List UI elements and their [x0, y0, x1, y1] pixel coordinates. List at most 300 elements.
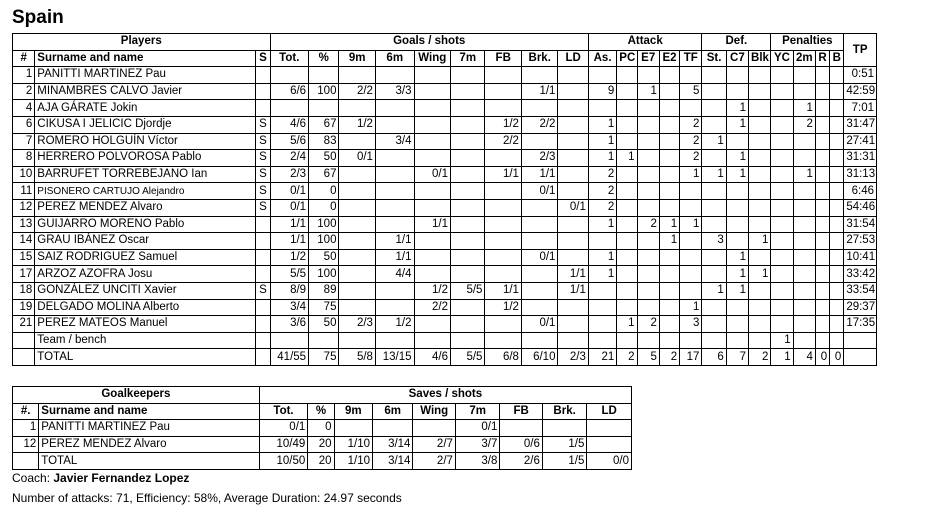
player-cell: [749, 332, 771, 349]
player-cell: 1: [588, 150, 616, 167]
player-cell: [521, 216, 558, 233]
player-cell: 1: [726, 166, 748, 183]
player-cell: [749, 116, 771, 133]
player-cell: 2/3: [558, 349, 588, 366]
player-row: [13, 266, 877, 283]
player-cell: 2: [793, 116, 815, 133]
player-cell: 100: [309, 266, 339, 283]
player-cell: [309, 100, 339, 117]
player-cell: [749, 199, 771, 216]
player-cell: 2: [637, 316, 659, 333]
player-cell: [659, 299, 679, 316]
player-cell: 2: [680, 150, 702, 167]
player-cell: 1: [749, 233, 771, 250]
player-cell: [830, 83, 844, 100]
player-cell: [414, 332, 451, 349]
player-cell: 2: [588, 166, 616, 183]
player-cell: 1/1: [375, 249, 414, 266]
def-group-header: Def.: [702, 34, 771, 51]
player-cell: [451, 216, 485, 233]
player-row: [13, 349, 877, 366]
player-cell: [702, 199, 726, 216]
player-cell: [793, 183, 815, 200]
player-cell: 0/1: [558, 199, 588, 216]
player-cell: [375, 183, 414, 200]
player-cell: [702, 266, 726, 283]
gk-group-header-row: [13, 387, 632, 404]
player-cell: 0/1: [521, 316, 558, 333]
gk-row: [13, 436, 632, 453]
player-cell: [815, 83, 829, 100]
player-cell: S: [256, 166, 270, 183]
player-name-cell: SAIZ RODRIGUEZ Samuel: [35, 249, 256, 266]
player-col-header: E7: [637, 50, 659, 67]
player-cell: [309, 67, 339, 84]
player-name-cell: HERRERO POLVOROSA Pablo: [35, 150, 256, 167]
player-cell: [375, 100, 414, 117]
player-cell: [451, 166, 485, 183]
player-cell: [339, 266, 376, 283]
player-cell: [339, 299, 376, 316]
player-name-cell: GONZÁLEZ UNCITI Xavier: [35, 282, 256, 299]
player-cell: 15: [13, 249, 35, 266]
player-cell: [844, 332, 877, 349]
player-name-cell: MINAMBRES CALVO Javier: [35, 83, 256, 100]
player-cell: 0: [309, 199, 339, 216]
gk-cell: 0/6: [500, 436, 542, 453]
player-cell: [637, 199, 659, 216]
player-cell: [659, 116, 679, 133]
player-cell: [659, 100, 679, 117]
player-cell: 31:31: [844, 150, 877, 167]
player-cell: [830, 199, 844, 216]
player-cell: [637, 150, 659, 167]
player-cell: 2/2: [339, 83, 376, 100]
player-cell: [485, 100, 522, 117]
player-cell: [617, 199, 637, 216]
player-cell: [815, 67, 829, 84]
player-cell: [815, 316, 829, 333]
player-cell: [659, 183, 679, 200]
gk-cell: [334, 420, 372, 437]
player-cell: [617, 83, 637, 100]
player-cell: 2: [588, 199, 616, 216]
player-cell: [815, 332, 829, 349]
player-cell: [558, 133, 588, 150]
player-cell: [521, 332, 558, 349]
player-cell: 6:46: [844, 183, 877, 200]
player-cell: [637, 67, 659, 84]
players-stats-table: [12, 33, 877, 366]
player-name-cell: Team / bench: [35, 332, 256, 349]
player-cell: [830, 332, 844, 349]
player-cell: 50: [309, 249, 339, 266]
player-col-header: 9m: [339, 50, 376, 67]
player-cell: [13, 332, 35, 349]
player-cell: 1: [680, 216, 702, 233]
player-cell: 3/4: [270, 299, 309, 316]
player-cell: [702, 183, 726, 200]
player-cell: [771, 166, 793, 183]
player-cell: [659, 150, 679, 167]
attacks-summary: Number of attacks: 71, Efficiency: 58%, Average Duration: 24.97 seconds: [12, 491, 402, 505]
player-name-cell: CIKUSA I JELICIC Djordje: [35, 116, 256, 133]
player-cell: [815, 133, 829, 150]
coach-label: Coach:: [12, 471, 51, 485]
player-cell: 67: [309, 166, 339, 183]
player-cell: [726, 216, 748, 233]
player-cell: [339, 67, 376, 84]
tp-header: TP: [844, 34, 877, 67]
player-cell: [256, 249, 270, 266]
player-cell: [558, 299, 588, 316]
gk-cell: 0/1: [259, 420, 308, 437]
gk-col-header: Wing: [413, 403, 455, 420]
player-cell: 75: [309, 349, 339, 366]
player-cell: [749, 133, 771, 150]
player-cell: 41/55: [270, 349, 309, 366]
player-col-header: 7m: [451, 50, 485, 67]
player-col-header: 6m: [375, 50, 414, 67]
player-cell: 1/1: [521, 83, 558, 100]
player-cell: 7: [13, 133, 35, 150]
player-cell: 19: [13, 299, 35, 316]
player-cell: [749, 67, 771, 84]
player-cell: [702, 332, 726, 349]
player-cell: [637, 249, 659, 266]
player-cell: [793, 150, 815, 167]
player-cell: [451, 116, 485, 133]
player-cell: [617, 100, 637, 117]
gk-cell: 3/7: [455, 436, 499, 453]
player-cell: [414, 183, 451, 200]
player-row: [13, 332, 877, 349]
player-cell: [558, 67, 588, 84]
player-cell: 1: [13, 67, 35, 84]
player-cell: 3/3: [375, 83, 414, 100]
player-cell: [702, 100, 726, 117]
player-cell: [485, 199, 522, 216]
player-cell: [793, 67, 815, 84]
player-cell: [771, 282, 793, 299]
player-row: [13, 199, 877, 216]
player-cell: [375, 216, 414, 233]
player-cell: [749, 316, 771, 333]
player-cell: [485, 83, 522, 100]
player-cell: [680, 183, 702, 200]
player-cell: [339, 216, 376, 233]
gk-cell: [587, 420, 632, 437]
coach-name: Javier Fernandez Lopez: [53, 471, 190, 485]
goalkeepers-stats-table: [12, 386, 632, 470]
player-cell: [830, 299, 844, 316]
player-name-cell: PISONERO CARTUJO Alejandro: [35, 183, 256, 200]
player-cell: 4: [13, 100, 35, 117]
player-name-cell: DELGADO MOLINA Alberto: [35, 299, 256, 316]
player-row: [13, 100, 877, 117]
player-cell: 6/6: [270, 83, 309, 100]
gk-cell: 12: [13, 436, 39, 453]
gk-col-header: 9m: [334, 403, 372, 420]
player-cell: [414, 100, 451, 117]
player-cell: [815, 233, 829, 250]
player-cell: [793, 83, 815, 100]
gk-cell: 3/14: [373, 436, 413, 453]
player-name-cell: AJA GÁRATE Jokin: [35, 100, 256, 117]
player-cell: 2/4: [270, 150, 309, 167]
player-cell: [830, 266, 844, 283]
player-cell: [637, 266, 659, 283]
player-cell: 89: [309, 282, 339, 299]
player-cell: 83: [309, 133, 339, 150]
player-cell: [815, 199, 829, 216]
player-cell: 0:51: [844, 67, 877, 84]
gk-cell: 20: [308, 453, 334, 470]
group-header-row: [13, 34, 877, 51]
player-cell: [771, 249, 793, 266]
attack-group-header: Attack: [588, 34, 702, 51]
gk-col-header: 7m: [455, 403, 499, 420]
player-cell: 6/8: [485, 349, 522, 366]
player-row: [13, 67, 877, 84]
player-cell: 1: [726, 116, 748, 133]
player-cell: [659, 166, 679, 183]
player-cell: [558, 216, 588, 233]
player-cell: [680, 332, 702, 349]
player-cell: [521, 67, 558, 84]
player-cell: 5/8: [339, 349, 376, 366]
player-cell: 27:41: [844, 133, 877, 150]
player-cell: 2: [13, 83, 35, 100]
player-cell: [414, 150, 451, 167]
player-cell: [771, 266, 793, 283]
player-cell: [830, 233, 844, 250]
player-cell: 0/1: [414, 166, 451, 183]
gk-row: [13, 420, 632, 437]
player-cell: [414, 67, 451, 84]
player-cell: [793, 249, 815, 266]
player-cell: [617, 282, 637, 299]
player-row: [13, 150, 877, 167]
player-col-header: Brk.: [521, 50, 558, 67]
player-col-header: YC: [771, 50, 793, 67]
gk-cell: 2/7: [413, 436, 455, 453]
player-cell: [680, 249, 702, 266]
player-row: [13, 316, 877, 333]
player-cell: 100: [309, 216, 339, 233]
player-col-header: Wing: [414, 50, 451, 67]
player-cell: [793, 316, 815, 333]
player-cell: [451, 150, 485, 167]
player-cell: [830, 116, 844, 133]
player-cell: 33:42: [844, 266, 877, 283]
player-cell: [793, 216, 815, 233]
player-name-cell: PEREZ MENDEZ Alvaro: [35, 199, 256, 216]
player-cell: [558, 83, 588, 100]
player-col-header: Surname and name: [35, 50, 256, 67]
player-cell: [485, 183, 522, 200]
player-cell: [659, 133, 679, 150]
player-cell: [815, 100, 829, 117]
gk-col-header: #.: [13, 403, 39, 420]
player-cell: [339, 199, 376, 216]
player-name-cell: ARZOZ AZOFRA Josu: [35, 266, 256, 283]
gk-cell: [542, 420, 586, 437]
player-cell: [617, 133, 637, 150]
player-cell: [588, 299, 616, 316]
player-cell: S: [256, 183, 270, 200]
player-cell: 33:54: [844, 282, 877, 299]
gk-col-header: Brk.: [542, 403, 586, 420]
player-cell: 42:59: [844, 83, 877, 100]
gk-cell: 20: [308, 436, 334, 453]
player-cell: [521, 100, 558, 117]
player-cell: 2: [749, 349, 771, 366]
player-cell: [485, 332, 522, 349]
player-cell: [485, 67, 522, 84]
player-cell: 27:53: [844, 233, 877, 250]
players-group-header: Players: [13, 34, 271, 51]
player-cell: [256, 233, 270, 250]
player-cell: [702, 316, 726, 333]
player-row: [13, 299, 877, 316]
player-cell: 54:46: [844, 199, 877, 216]
player-cell: [588, 282, 616, 299]
player-cell: [680, 67, 702, 84]
player-cell: [830, 282, 844, 299]
player-cell: [830, 150, 844, 167]
player-cell: [793, 133, 815, 150]
saves-group-header: Saves / shots: [259, 387, 631, 404]
player-col-header: As.: [588, 50, 616, 67]
player-cell: [830, 100, 844, 117]
player-cell: 5: [637, 349, 659, 366]
player-cell: 2: [680, 133, 702, 150]
player-cell: [749, 83, 771, 100]
player-cell: [485, 249, 522, 266]
player-cell: 1: [726, 100, 748, 117]
player-cell: 4/6: [414, 349, 451, 366]
player-cell: [830, 133, 844, 150]
player-cell: 2/2: [485, 133, 522, 150]
player-cell: 1/1: [375, 233, 414, 250]
gk-name-cell: TOTAL: [39, 453, 259, 470]
player-cell: [617, 183, 637, 200]
player-cell: [659, 316, 679, 333]
gk-col-header: LD: [587, 403, 632, 420]
player-cell: [702, 299, 726, 316]
player-cell: [309, 332, 339, 349]
player-cell: [771, 133, 793, 150]
player-cell: [414, 199, 451, 216]
player-cell: 17:35: [844, 316, 877, 333]
player-cell: [830, 67, 844, 84]
player-cell: 7:01: [844, 100, 877, 117]
gk-cell: 0/1: [455, 420, 499, 437]
player-cell: [637, 116, 659, 133]
player-row: [13, 183, 877, 200]
gk-name-cell: PANITTI MARTINEZ Pau: [39, 420, 259, 437]
player-cell: 0/1: [339, 150, 376, 167]
player-cell: 1: [749, 266, 771, 283]
player-cell: [726, 199, 748, 216]
player-cell: [521, 133, 558, 150]
player-cell: [485, 233, 522, 250]
gk-row: [13, 453, 632, 470]
player-cell: [749, 150, 771, 167]
player-col-header: Tot.: [270, 50, 309, 67]
player-cell: [485, 150, 522, 167]
player-cell: [617, 249, 637, 266]
player-cell: [771, 299, 793, 316]
player-col-header: LD: [558, 50, 588, 67]
gk-cell: 1/10: [334, 453, 372, 470]
player-cell: 2: [659, 349, 679, 366]
player-cell: 2/2: [414, 299, 451, 316]
player-cell: [726, 183, 748, 200]
player-name-cell: BARRUFET TORREBEJANO Ian: [35, 166, 256, 183]
player-cell: [659, 266, 679, 283]
player-cell: 5: [680, 83, 702, 100]
player-cell: [451, 299, 485, 316]
player-cell: [588, 316, 616, 333]
player-cell: [558, 150, 588, 167]
gk-cell: 3/14: [373, 453, 413, 470]
player-row: [13, 133, 877, 150]
player-cell: 13: [13, 216, 35, 233]
player-cell: [414, 133, 451, 150]
player-cell: [13, 349, 35, 366]
gk-column-header-row: [13, 403, 632, 420]
player-row: [13, 116, 877, 133]
player-cell: [375, 282, 414, 299]
player-cell: [830, 249, 844, 266]
player-cell: 10: [13, 166, 35, 183]
player-cell: [451, 249, 485, 266]
player-cell: [521, 233, 558, 250]
player-cell: 31:47: [844, 116, 877, 133]
player-row: [13, 216, 877, 233]
player-cell: [256, 67, 270, 84]
player-cell: [617, 266, 637, 283]
player-cell: [588, 100, 616, 117]
player-cell: 1: [588, 116, 616, 133]
player-cell: [815, 166, 829, 183]
player-cell: 8: [13, 150, 35, 167]
player-cell: [375, 299, 414, 316]
player-cell: [830, 316, 844, 333]
player-cell: [771, 67, 793, 84]
player-cell: 1: [726, 266, 748, 283]
player-name-cell: ROMERO HOLGUÍN Víctor: [35, 133, 256, 150]
player-cell: [749, 183, 771, 200]
player-cell: 1/2: [485, 116, 522, 133]
player-cell: 50: [309, 150, 339, 167]
player-cell: 1: [702, 282, 726, 299]
player-cell: [451, 266, 485, 283]
player-col-header: TF: [680, 50, 702, 67]
gk-cell: 0/0: [587, 453, 632, 470]
player-cell: [339, 249, 376, 266]
player-cell: [749, 249, 771, 266]
player-cell: [793, 233, 815, 250]
player-cell: [771, 233, 793, 250]
player-cell: 21: [13, 316, 35, 333]
player-cell: [637, 282, 659, 299]
player-cell: [815, 249, 829, 266]
player-cell: [659, 332, 679, 349]
player-cell: [451, 233, 485, 250]
